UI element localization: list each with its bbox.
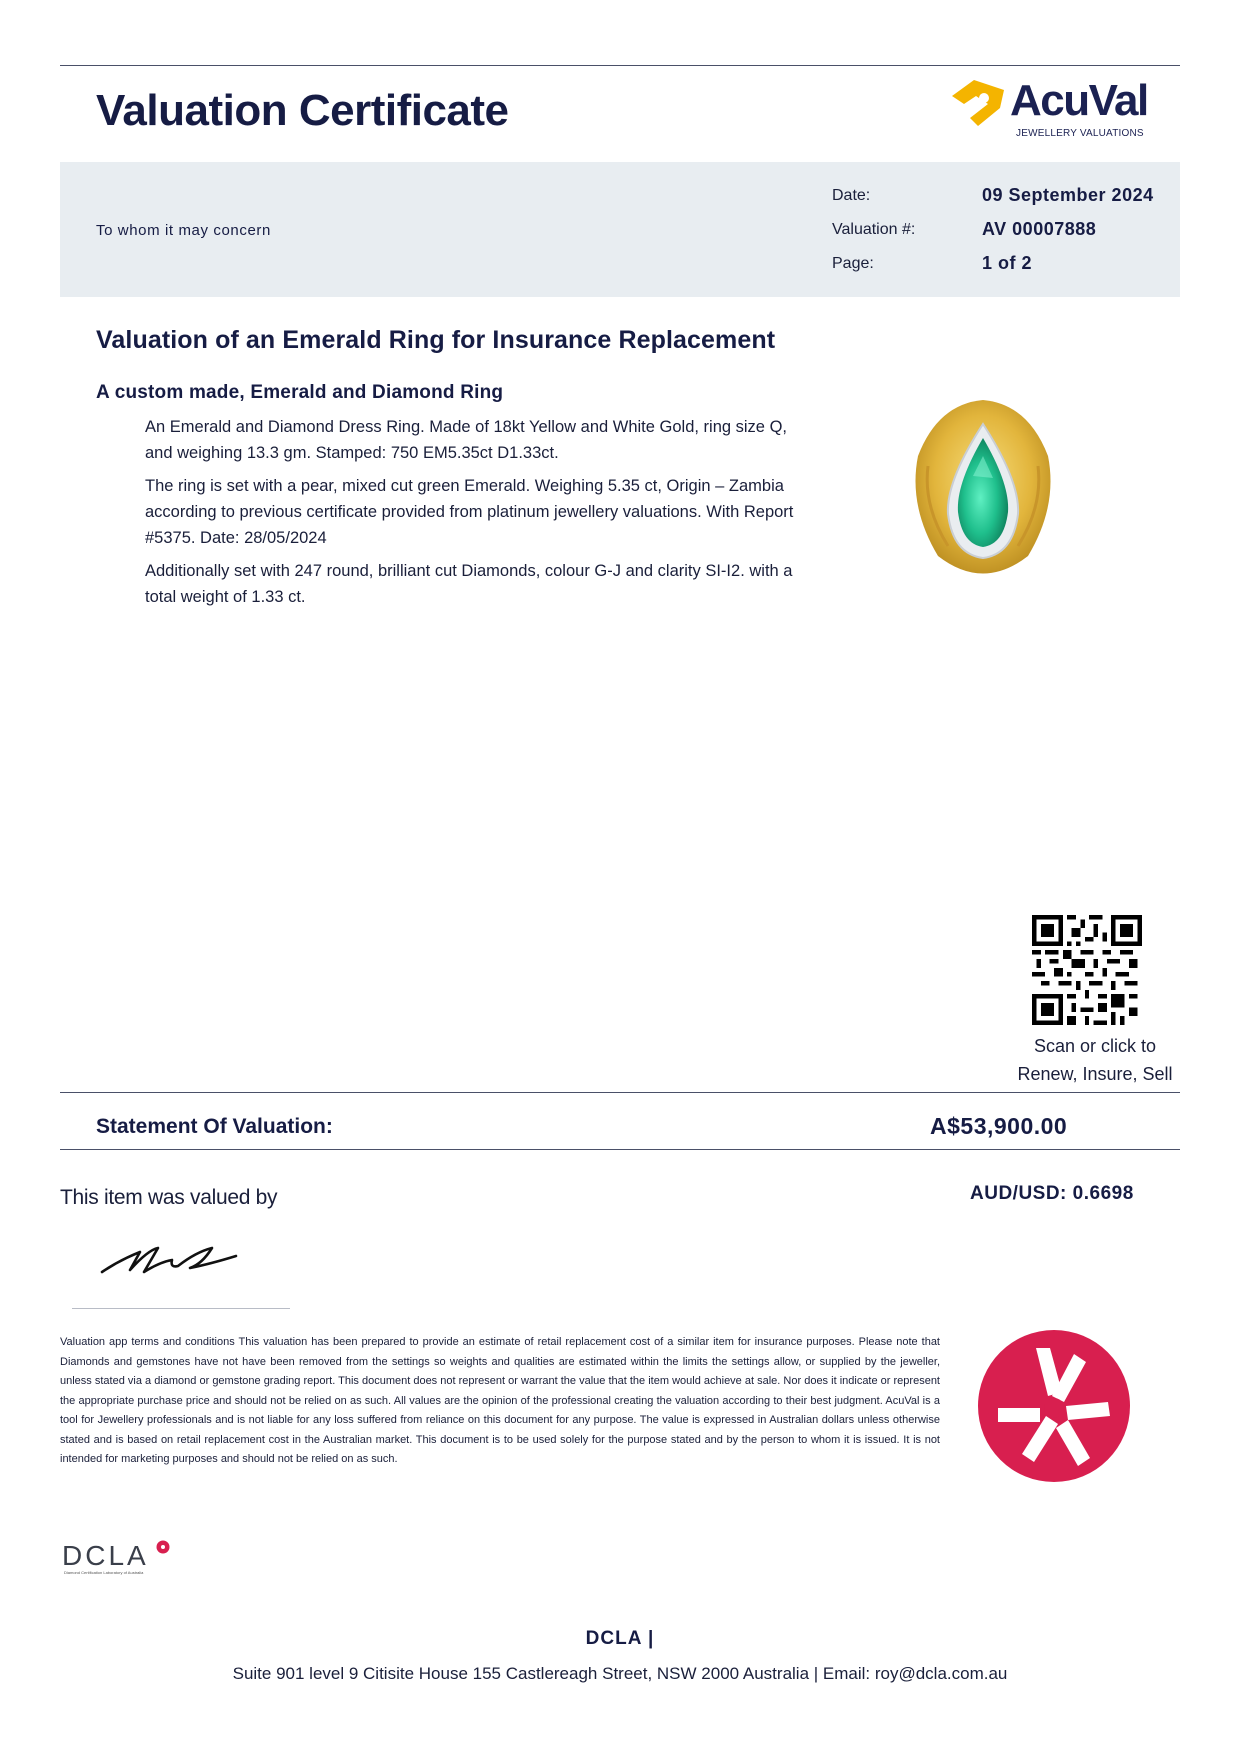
- dcla-logo-tagline: Diamond Certification Laboratory of Australia: [64, 1570, 144, 1575]
- valuation-number-label: Valuation #:: [832, 221, 916, 238]
- dcla-seal-icon: [978, 1330, 1130, 1482]
- qr-caption-line: Renew, Insure, Sell: [1017, 1064, 1173, 1084]
- acuval-tag-icon: [948, 78, 1008, 128]
- emerald-diamond-ring-photo: [868, 386, 1098, 596]
- footer-address: Suite 901 level 9 Citisite House 155 Castlereagh Street, NSW 2000 Australia | Email: roy@dcla.com.au: [232, 1664, 1008, 1683]
- statement-bottom-rule: [60, 1149, 1180, 1150]
- valued-by-label: This item was valued by: [60, 1186, 278, 1209]
- qr-code[interactable]: [1032, 915, 1142, 1025]
- description-paragraph: Additionally set with 247 round, brilliant cut Diamonds, colour G-J and clarity SI-I2. with a total weight of 1.33 ct.: [145, 562, 793, 606]
- valuation-heading: Valuation of an Emerald Ring for Insurance Replacement: [96, 326, 776, 354]
- statement-top-rule: [60, 1092, 1180, 1093]
- footer-company: DCLA |: [585, 1628, 655, 1649]
- description-paragraph: The ring is set with a pear, mixed cut green Emerald. Weighing 5.35 ct, Origin – Zambia according to previous certificate provided from platinum jewellery valuations. With Report #5375. Date: 28/05/2024: [145, 477, 794, 547]
- qr-caption-line: Scan or click to: [1033, 1036, 1157, 1056]
- item-subheading: A custom made, Emerald and Diamond Ring: [96, 382, 504, 403]
- qr-caption: [1000, 1032, 1190, 1088]
- statement-label: Statement Of Valuation:: [96, 1115, 333, 1138]
- description-paragraph: An Emerald and Diamond Dress Ring. Made of 18kt Yellow and White Gold, ring size Q, and weighing 13.3 gm. Stamped: 750 EM5.35ct D1.33ct.: [145, 418, 787, 462]
- dcla-logo: [62, 1540, 172, 1576]
- acuval-logo-word: AcuVal: [1010, 76, 1148, 125]
- page-value: 1 of 2: [982, 253, 1033, 273]
- dcla-logo-star-icon: [156, 1540, 170, 1554]
- page-label: Page:: [832, 255, 874, 272]
- acuval-logo-tagline: JEWELLERY VALUATIONS: [1016, 128, 1144, 139]
- terms-and-conditions: Valuation app terms and conditions This valuation has been prepared to provide an estimate of retail replacement cost of a similar item for insurance purposes. Please note that Diamonds and gemstones have not have been removed from the settings so weights and qualities are estimated within the limits the settings allow, or supplied by the jeweller, unless stated via a diamond or gemstone grading report. This document does not represent or warrant the value that the item would achieve at sale. Nor does it indicate or represent the appropriate purchase price and should not be relied on as such. All values are the opinion of the professional creating the valuation according to their best judgment. AcuVal is a tool for Jewellery professionals and is not liable for any loss suffered from reliance on this document for any purpose. The value is expressed in Australian dollars unless otherwise stated and is based on retail replacement cost in the Australian market. This document is to be used solely for the purpose stated and by the person to whom it is issued. It is not intended for marketing purposes and should not be relied on as such.: [60, 1336, 940, 1465]
- signature-line: [72, 1308, 290, 1309]
- valuation-number-value: AV 00007888: [982, 219, 1097, 239]
- dcla-logo-word: DCLA: [62, 1540, 149, 1571]
- date-label: Date:: [832, 187, 871, 204]
- page-title: Valuation Certificate: [96, 86, 509, 135]
- signature: [100, 1238, 240, 1278]
- top-rule: [60, 65, 1180, 66]
- exchange-rate: AUD/USD: 0.6698: [970, 1183, 1134, 1204]
- statement-value: A$53,900.00: [930, 1113, 1068, 1139]
- recipient-line: To whom it may concern: [96, 222, 271, 239]
- date-value: 09 September 2024: [982, 185, 1154, 205]
- acuval-logo: [948, 78, 1180, 144]
